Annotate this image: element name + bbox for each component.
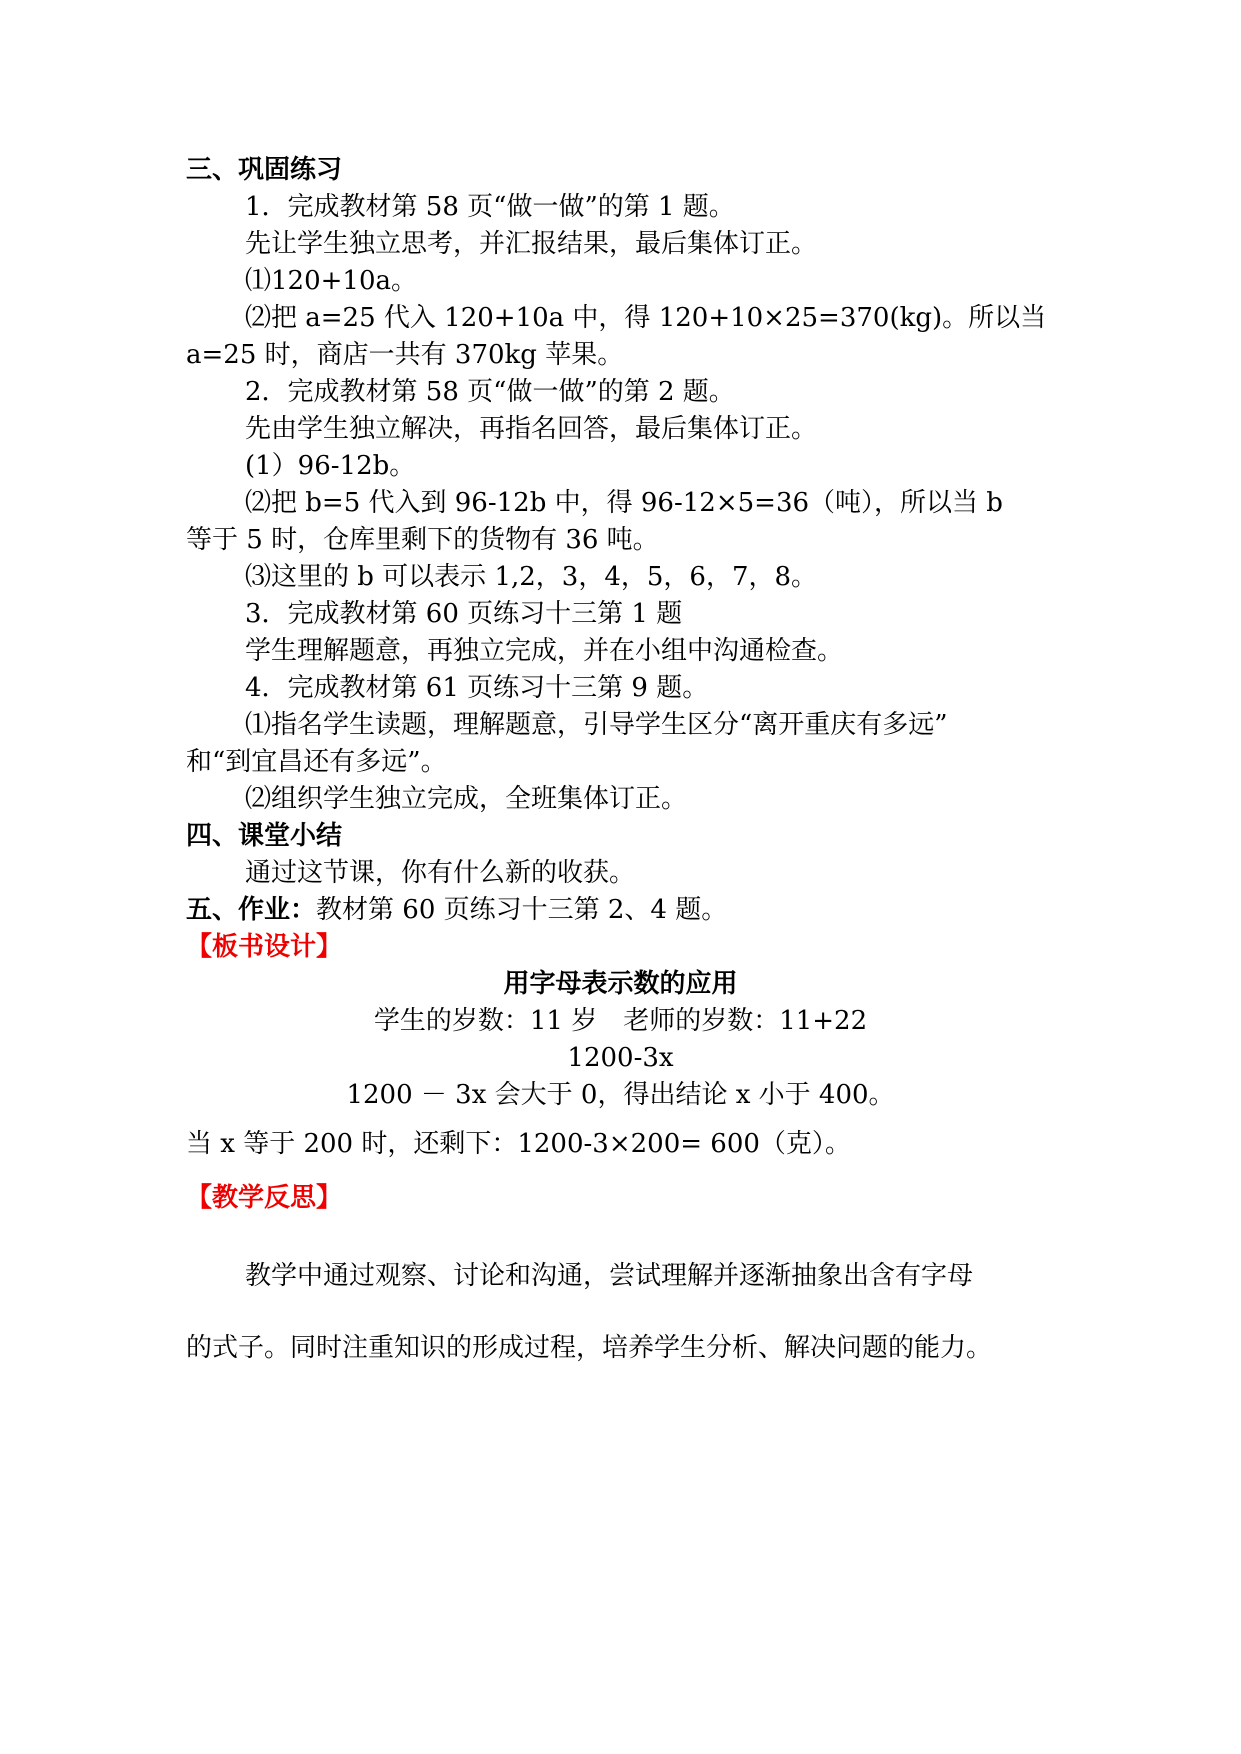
reflection-heading: 【教学反思】 [186,1183,343,1213]
exercise-1-method: 先让学生独立思考，并汇报结果，最后集体订正。 [245,229,818,259]
board-line-ages: 学生的岁数：11 岁 老师的岁数：11+22 [373,1006,868,1036]
exercise-1-answer-1: ⑴120+10a。 [245,266,417,296]
exercise-4-step-2: ⑵组织学生独立完成，全班集体订正。 [245,784,688,814]
section-3-heading: 三、巩固练习 [186,155,343,185]
homework-line [186,892,727,928]
exercise-4-step-1-cont: 和“到宜昌还有多远”。 [186,747,447,777]
board-line-conclusion: 1200 － 3x 会大于 0，得出结论 x 小于 400。 [346,1080,895,1110]
reflection-line-2: 的式子。同时注重知识的形成过程，培养学生分析、解决问题的能力。 [186,1333,993,1363]
exercise-2-answer-3: ⑶这里的 b 可以表示 1,2，3，4，5，6，7，8。 [245,562,818,592]
board-title: 用字母表示数的应用 [503,969,738,999]
exercise-2-title: 2．完成教材第 58 页“做一做”的第 2 题。 [245,377,735,407]
exercise-1-answer-2-cont: a=25 时，商店一共有 370kg 苹果。 [186,340,624,370]
exercise-1-title: 1．完成教材第 58 页“做一做”的第 1 题。 [245,192,735,222]
exercise-2-answer-1: (1）96-12b。 [245,451,416,481]
homework-text: 教材第 60 页练习十三第 2、4 题。 [316,895,728,925]
board-result: 当 x 等于 200 时，还剩下：1200-3×200= 600（克）。 [186,1129,851,1159]
exercise-3-title: 3．完成教材第 60 页练习十三第 1 题 [245,599,683,629]
exercise-1-answer-2: ⑵把 a=25 代入 120+10a 中，得 120+10×25=370(kg)。所以当 [245,303,1047,333]
section-4-heading: 四、课堂小结 [186,821,343,851]
exercise-2-method: 先由学生独立解决，再指名回答，最后集体订正。 [245,414,818,444]
exercise-4-step-1: ⑴指名学生读题，理解题意，引导学生区分“离开重庆有多远” [245,710,948,740]
section-5-heading: 五、作业： [186,895,317,925]
board-line-expression: 1200-3x [567,1043,674,1073]
reflection-line-1: 教学中通过观察、讨论和沟通，尝试理解并逐渐抽象出含有字母 [245,1261,974,1291]
summary-text: 通过这节课，你有什么新的收获。 [245,858,636,888]
exercise-2-answer-2-cont: 等于 5 时，仓库里剩下的货物有 36 吨。 [186,525,659,555]
exercise-4-title: 4．完成教材第 61 页练习十三第 9 题。 [245,673,709,703]
exercise-2-answer-2: ⑵把 b=5 代入到 96-12b 中，得 96-12×5=36（吨），所以当 b [245,488,1003,518]
exercise-3-method: 学生理解题意，再独立完成，并在小组中沟通检查。 [245,636,844,666]
board-design-heading: 【板书设计】 [186,932,343,962]
